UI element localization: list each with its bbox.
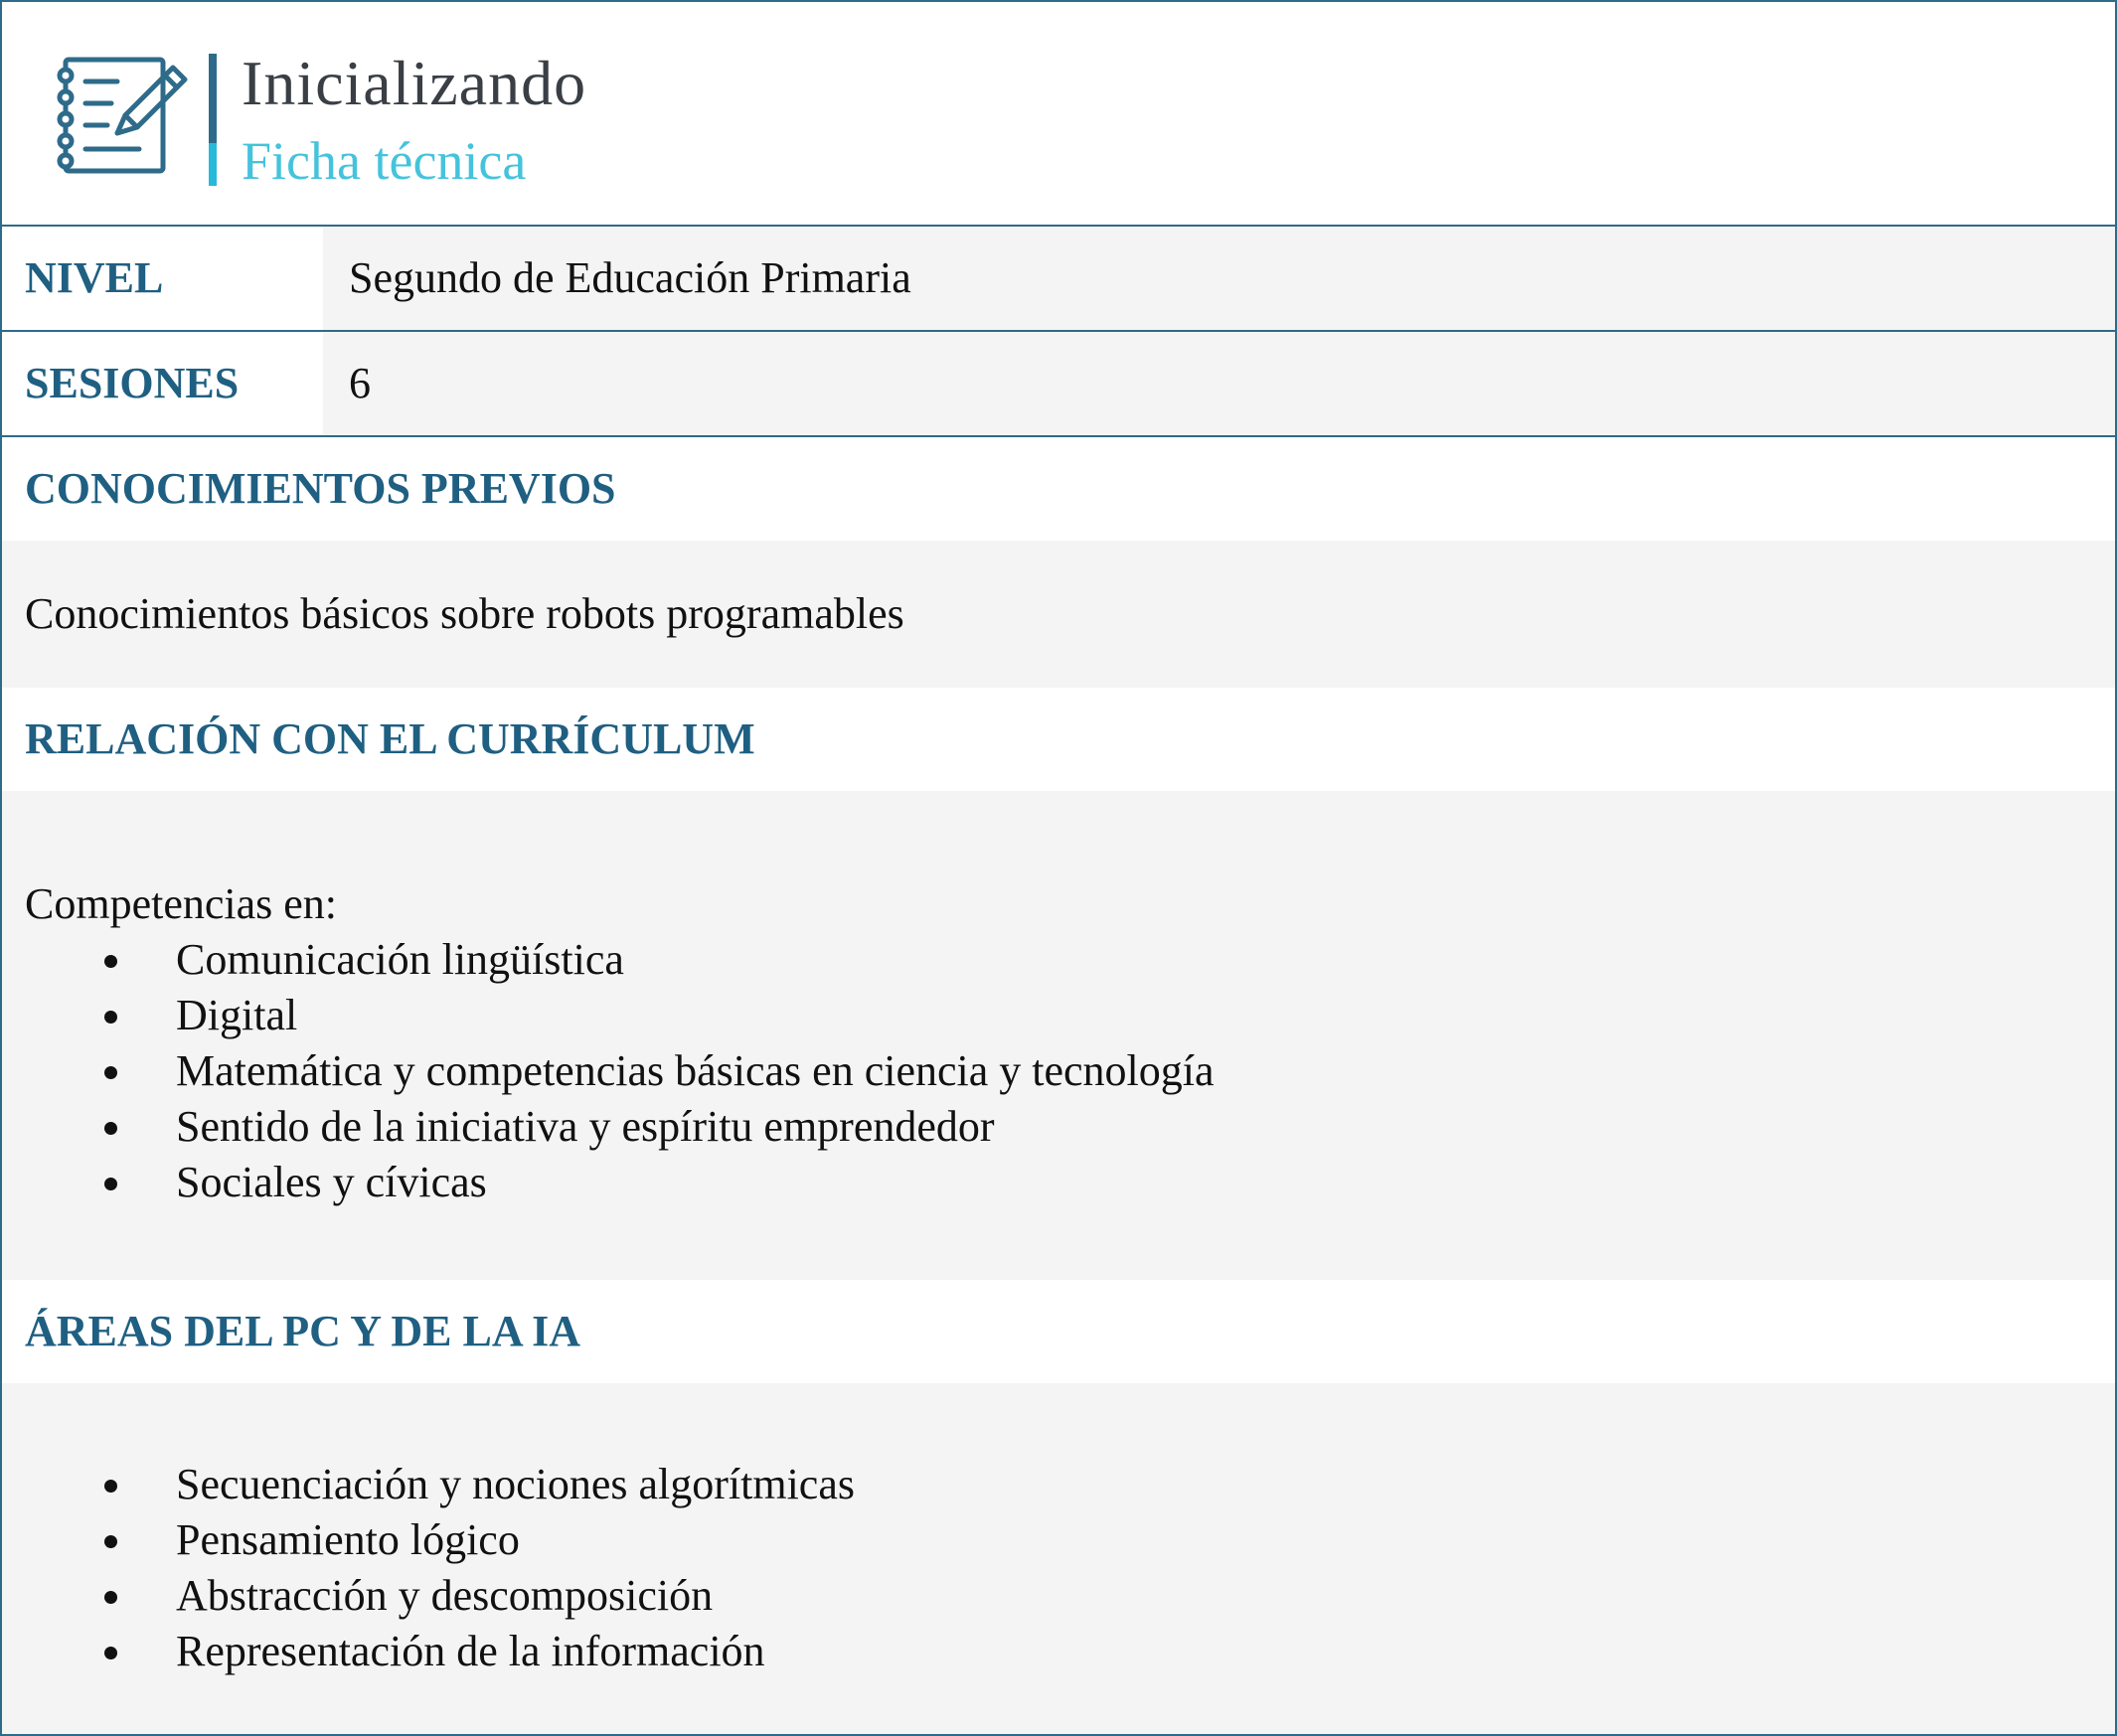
row-label-sesiones: SESIONES [25, 359, 240, 407]
row-nivel [2, 227, 2115, 332]
list-item: Abstracción y descomposición [25, 1568, 855, 1624]
brand-subtitle: Ficha técnica [242, 131, 527, 191]
list-item: Pensamiento lógico [25, 1512, 855, 1568]
section-heading-previos [2, 437, 2115, 541]
list-item: Secuenciación y nociones algorítmicas [25, 1457, 855, 1512]
list-item: Sentido de la iniciativa y espíritu emprendedor [25, 1099, 1215, 1155]
sheet-header [2, 2, 2115, 227]
section-title: RELACIÓN CON EL CURRÍCULUM [25, 714, 755, 763]
list-item: Digital [25, 988, 1215, 1043]
curriculum-intro: Competencias en: [25, 879, 338, 928]
worksheet-pencil-icon [56, 54, 191, 177]
row-value-nivel: Segundo de Educación Primaria [349, 253, 911, 302]
section-title: CONOCIMIENTOS PREVIOS [25, 464, 616, 513]
section-title: ÁREAS DEL PC Y DE LA IA [25, 1307, 581, 1355]
row-sesiones [2, 332, 2115, 437]
list-item: Sociales y cívicas [25, 1155, 1215, 1210]
row-label-nivel: NIVEL [25, 253, 164, 302]
list-item: Matemática y competencias básicas en ciencia y tecnología [25, 1043, 1215, 1099]
section-heading-curriculum [2, 688, 2115, 791]
row-value-sesiones: 6 [349, 359, 371, 407]
previos-text: Conocimientos básicos sobre robots programables [25, 589, 904, 638]
list-item: Comunicación lingüística [25, 932, 1215, 988]
curriculum-list [25, 932, 1215, 1210]
section-heading-areas [2, 1280, 2115, 1383]
brand-title: Inicializando [242, 48, 587, 118]
section-body-curriculum [2, 791, 2115, 1280]
section-body-areas [2, 1383, 2115, 1734]
row-value-cell [323, 227, 2115, 330]
brand-accent-bar-highlight [209, 143, 217, 186]
section-body-previos [2, 541, 2115, 688]
row-value-cell [323, 332, 2115, 435]
areas-list [25, 1457, 855, 1679]
list-item: Representación de la información [25, 1624, 855, 1679]
